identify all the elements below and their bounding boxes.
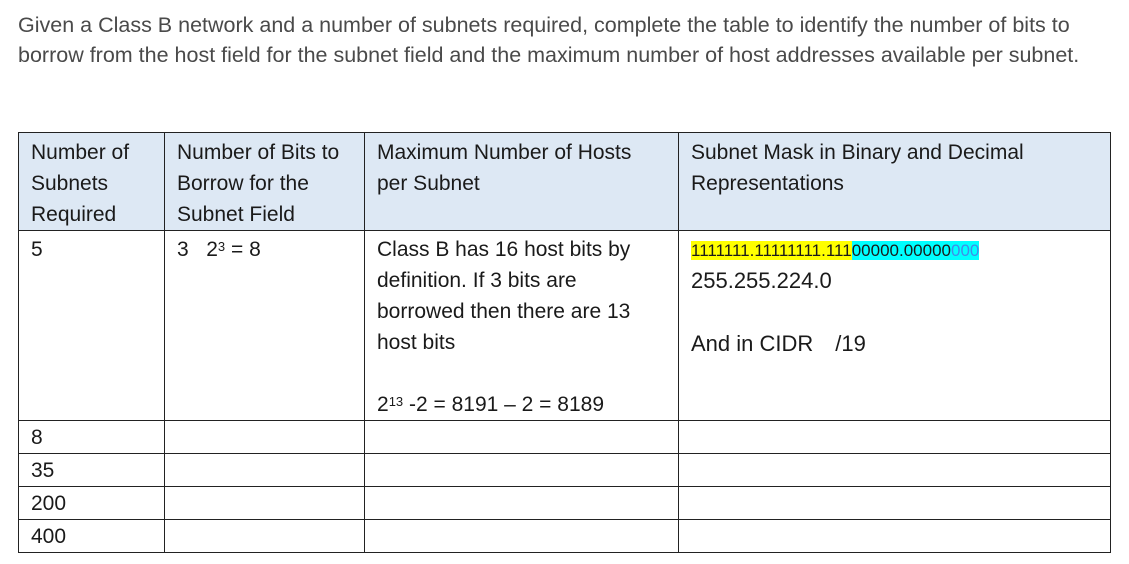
cell-subnets-required: 8 — [19, 421, 165, 454]
table-row — [19, 454, 1111, 487]
bits-value: 3 — [177, 238, 189, 261]
power-result: = 8 — [230, 238, 261, 261]
cell-subnet-mask-empty[interactable] — [679, 487, 1111, 520]
instructions-text: Given a Class B network and a number of subnets required, complete the table to identify the number of bits to borrow from the host field for the subnet field and the maximum number of host addresses available per subnet. — [18, 13, 1080, 67]
mask-binary-host-bits — [852, 241, 980, 260]
cell-max-hosts-empty[interactable] — [365, 520, 679, 553]
subnetting-table — [18, 132, 1111, 553]
table-row — [19, 487, 1111, 520]
cell-max-hosts-empty[interactable] — [365, 454, 679, 487]
cell-bits-to-borrow-empty[interactable] — [165, 487, 365, 520]
cell-bits-to-borrow-empty[interactable] — [165, 520, 365, 553]
table-row-example — [19, 231, 1111, 421]
mask-binary-host-zeros: 00000.00000 — [851, 241, 951, 260]
header-max-hosts: Maximum Number of Hosts per Subnet — [365, 133, 679, 231]
cell-subnets-required: 35 — [19, 454, 165, 487]
cidr-label: And in CIDR — [691, 331, 814, 356]
table-row — [19, 421, 1111, 454]
cell-bits-to-borrow — [165, 231, 365, 421]
cell-subnets-required — [19, 231, 165, 421]
mask-binary-host-zeros-tail: 000 — [950, 241, 980, 260]
cell-bits-to-borrow-empty[interactable] — [165, 454, 365, 487]
mask-decimal: 255.255.224.0 — [691, 268, 832, 293]
mask-binary — [691, 240, 979, 261]
cidr-value: /19 — [835, 331, 866, 356]
subnets-value: 5 — [31, 238, 43, 261]
cell-subnet-mask — [679, 231, 1111, 421]
cell-max-hosts-empty[interactable] — [365, 421, 679, 454]
header-number-of-subnets: Number of Subnets Required — [19, 133, 165, 231]
hosts-calc-exponent: 13 — [388, 394, 404, 409]
power-exponent: 3 — [217, 239, 226, 254]
cell-max-hosts-empty[interactable] — [365, 487, 679, 520]
cell-bits-to-borrow-empty[interactable] — [165, 421, 365, 454]
cell-subnet-mask-empty[interactable] — [679, 520, 1111, 553]
table-header-row — [19, 133, 1111, 231]
cell-subnet-mask-empty[interactable] — [679, 454, 1111, 487]
cell-subnets-required: 400 — [19, 520, 165, 553]
power-base: 2 — [206, 238, 218, 261]
hosts-calc-base: 2 — [377, 393, 389, 416]
hosts-calc-rest: -2 = 8191 – 2 = 8189 — [409, 393, 604, 416]
cell-subnet-mask-empty[interactable] — [679, 421, 1111, 454]
header-subnet-mask: Subnet Mask in Binary and Decimal Representations — [679, 133, 1111, 231]
table-row — [19, 520, 1111, 553]
header-bits-to-borrow: Number of Bits to Borrow for the Subnet Field — [165, 133, 365, 231]
cell-subnets-required: 200 — [19, 487, 165, 520]
cell-max-hosts — [365, 231, 679, 421]
hosts-explanation: Class B has 16 host bits by definition. If 3 bits are borrowed then there are 13 host bits — [377, 238, 631, 354]
mask-binary-network-bits: 1111111.11111111.111 — [691, 241, 852, 260]
